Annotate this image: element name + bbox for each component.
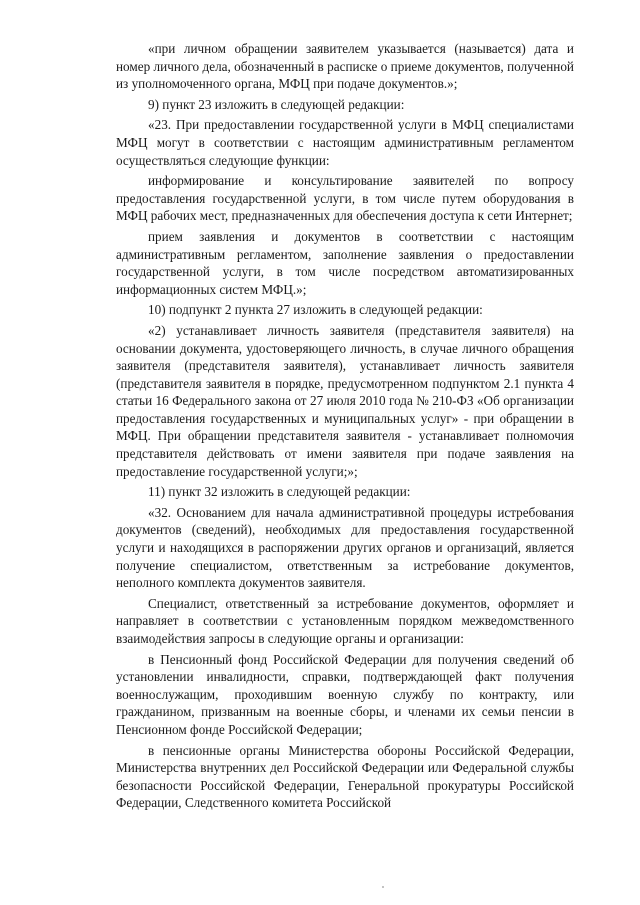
paragraph-point-32: «32. Основанием для начала административной процедуры истребования документов (сведений), необходимых для предоставления государственной услуги и находящихся в распоряжении других органов и организаций, является получение специалистом, ответственным за истребование документов, неполного комплекта документов заявителя. — [116, 504, 574, 591]
document-page — [116, 40, 574, 815]
paragraph-pension-bodies: в пенсионные органы Министерства обороны Российской Федерации, Министерства внутренних дел Российской Федерации или Федеральной службы безопасности Российской Федерации, Генеральной прокуратуры Российской Федерации, Следственного комитета Российской — [116, 742, 574, 811]
paragraph-point-23: «23. При предоставлении государственной услуги в МФЦ специалистами МФЦ могут в соответствии с настоящим административным регламентом осуществляться следующие функции: — [116, 117, 574, 168]
paragraph-informing: информирование и консультирование заявителей по вопросу предоставления государственной услуги, в том числе путем оборудования в МФЦ рабочих мест, предназначенных для обеспечения доступа к сети Интернет; — [116, 173, 574, 224]
paragraph-item-9: 9) пункт 23 изложить в следующей редакции: — [148, 96, 405, 112]
paragraph-subpoint-2: «2) устанавливает личность заявителя (представителя заявителя) на основании документа, удостоверяющего личность, в случае личного обращения заявителя (представителя заявителя), устанавливает личность заявителя (представителя заявителя в порядке, предусмотренном подпунктом 2.1 пункта 4 статьи 16 Федерального закона от 27 июля 2010 года № 210-ФЗ «Об организации предоставления государственных и муниципальных услуг» - при обращении в МФЦ. При обращении представителя заявителя - устанавливает полномочия представителя действовать от имени заявителя при подаче заявления на предоставление государственной услуги;»; — [116, 322, 574, 479]
paragraph-item-10: 10) подпункт 2 пункта 27 изложить в следующей редакции: — [148, 302, 483, 318]
scan-speck — [382, 886, 384, 888]
paragraph-reception: прием заявления и документов в соответствии с настоящим административным регламентом, заполнение заявления о предоставлении государственной услуги, в том числе посредством автоматизированных информационных систем МФЦ.»; — [116, 228, 574, 297]
paragraph-specialist: Специалист, ответственный за истребование документов, оформляет и направляет в соответствии с установленным порядком межведомственного взаимодействия запросы в следующие органы и организации: — [116, 595, 574, 646]
paragraph-quote-personal-file: «при личном обращении заявителем указывается (называется) дата и номер личного дела, обозначенный в расписке о приеме документов, полученной из уполномоченного органа, МФЦ при подаче документов.»; — [116, 41, 574, 92]
paragraph-item-11: 11) пункт 32 изложить в следующей редакции: — [148, 484, 411, 500]
paragraph-pension-fund: в Пенсионный фонд Российской Федерации для получения сведений об установлении инвалидности, справки, подтверждающей факт получения военнослужащим, проходившим военную службу по контракту, или гражданином, призванным на военные сборы, и членами их семьи пенсии в Пенсионном фонде Российской Федерации; — [116, 651, 574, 737]
